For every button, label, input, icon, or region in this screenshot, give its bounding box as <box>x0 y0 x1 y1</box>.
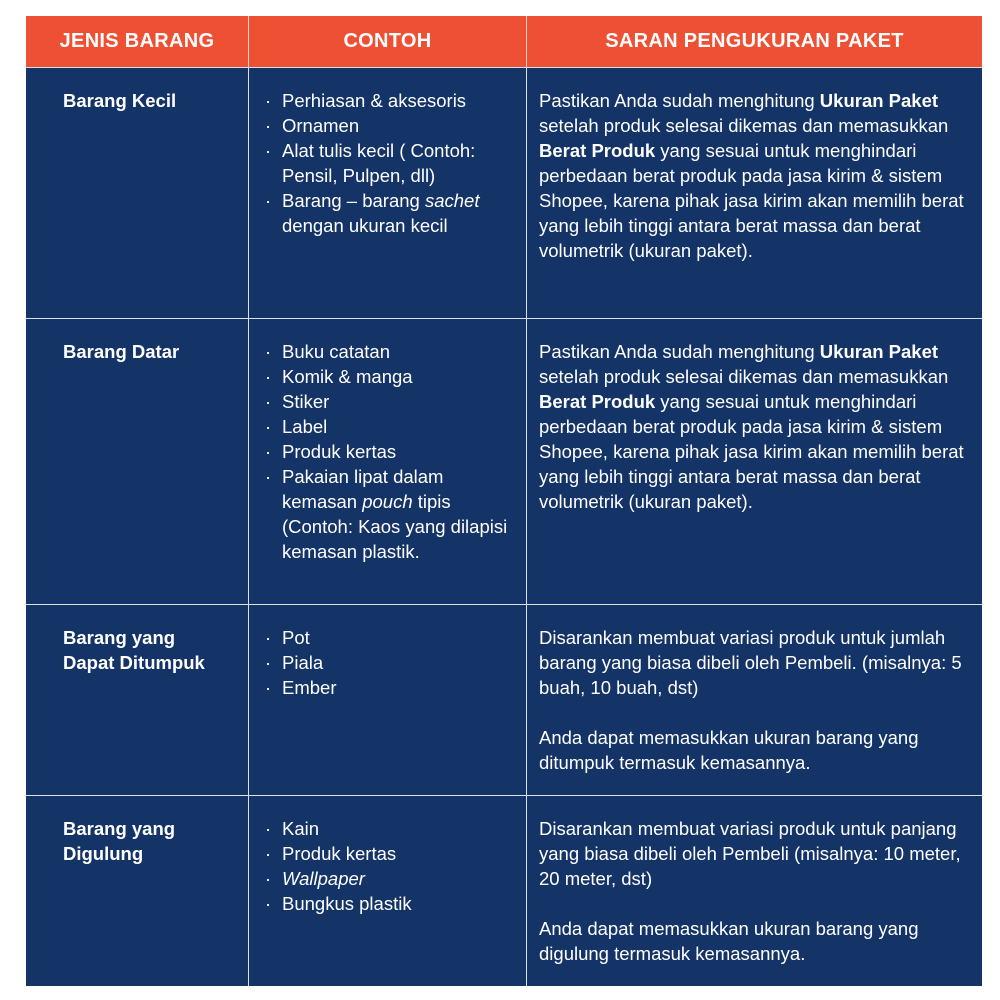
text-run: Pot <box>282 627 310 648</box>
bullet-icon: · <box>265 466 272 487</box>
bullet-icon: · <box>265 868 272 889</box>
text-run: Kain <box>282 818 320 839</box>
text-run: Pastikan Anda sudah menghitung <box>539 341 820 362</box>
advice-paragraph <box>539 816 968 891</box>
list-item <box>265 891 516 916</box>
bullet-icon: · <box>265 190 272 211</box>
category-cell <box>26 318 248 604</box>
advice-paragraph <box>539 339 968 514</box>
example-list <box>265 339 516 564</box>
text-run: Bungkus plastik <box>282 893 412 914</box>
advice-cell <box>526 67 982 318</box>
text-run: Pastikan Anda sudah menghitung <box>539 90 820 111</box>
example-list <box>265 88 516 238</box>
bold-text: Ukuran Paket <box>819 341 939 362</box>
list-item <box>265 364 516 389</box>
text-run: Barang – barang <box>282 190 425 211</box>
advice-paragraph <box>539 916 968 966</box>
category-cell <box>26 67 248 318</box>
examples-cell <box>248 318 526 604</box>
bullet-icon: · <box>265 677 272 698</box>
text-run: Piala <box>282 652 324 673</box>
bullet-icon: · <box>265 627 272 648</box>
bullet-icon: · <box>265 140 272 161</box>
bullet-icon: · <box>265 441 272 462</box>
list-item <box>265 339 516 364</box>
bullet-icon: · <box>265 115 272 136</box>
bold-text: Berat Produk <box>539 391 656 412</box>
list-item <box>265 650 516 675</box>
category-cell <box>26 795 248 986</box>
category-label: Digulung <box>63 843 144 864</box>
text-run: Anda dapat memasukkan ukuran barang yang ditumpuk termasuk kemasannya. <box>539 727 919 773</box>
text-run: Produk kertas <box>282 843 397 864</box>
bullet-icon: · <box>265 366 272 387</box>
text-run: tipis (Contoh: Kaos yang dilapisi kemasan plastik. <box>282 491 508 562</box>
bold-text: Berat Produk <box>539 140 656 161</box>
bold-text: Ukuran Paket <box>819 90 939 111</box>
bullet-icon: · <box>265 893 272 914</box>
bullet-icon: · <box>265 416 272 437</box>
list-item <box>265 138 516 188</box>
list-item <box>265 841 516 866</box>
list-item <box>265 439 516 464</box>
header-contoh: CONTOH <box>248 16 526 67</box>
advice-paragraph <box>539 625 968 700</box>
bullet-icon: · <box>265 90 272 111</box>
header-saran-pengukuran: SARAN PENGUKURAN PAKET <box>526 16 982 67</box>
list-item <box>265 816 516 841</box>
examples-cell <box>248 604 526 795</box>
text-run: Stiker <box>282 391 330 412</box>
list-item <box>265 675 516 700</box>
examples-cell <box>248 795 526 986</box>
list-item <box>265 414 516 439</box>
list-item <box>265 113 516 138</box>
category-label: Barang yang <box>63 818 176 839</box>
list-item <box>265 389 516 414</box>
text-run: Pakaian lipat dalam kemasan <box>282 466 444 512</box>
examples-cell <box>248 67 526 318</box>
text-run: yang sesuai untuk menghindari perbedaan berat produk pada jasa kirim & sistem Shopee, karena pihak jasa kirim akan memilih berat yang lebih tinggi antara berat massa dan berat volumetrik (ukuran paket). <box>539 140 964 261</box>
text-run: dengan ukuran kecil <box>282 215 448 236</box>
header-jenis-barang: JENIS BARANG <box>26 16 248 67</box>
text-run: Anda dapat memasukkan ukuran barang yang digulung termasuk kemasannya. <box>539 918 919 964</box>
category-label: Dapat Ditumpuk <box>63 652 205 673</box>
example-list <box>265 625 516 700</box>
bullet-icon: · <box>265 818 272 839</box>
text-run: Ember <box>282 677 337 698</box>
bullet-icon: · <box>265 341 272 362</box>
list-item <box>265 625 516 650</box>
category-cell <box>26 604 248 795</box>
text-run: Disarankan membuat variasi produk untuk panjang yang biasa dibeli oleh Pembeli (misalnya: 10 meter, 20 meter, dst) <box>539 818 961 889</box>
text-run: Label <box>282 416 328 437</box>
packaging-guide-table <box>26 16 982 986</box>
bullet-icon: · <box>265 652 272 673</box>
list-item <box>265 88 516 113</box>
advice-cell <box>526 795 982 986</box>
advice-paragraph <box>539 88 968 263</box>
list-item <box>265 866 516 891</box>
text-run: setelah produk selesai dikemas dan memasukkan <box>539 366 949 387</box>
italic-text: pouch <box>362 491 413 512</box>
category-label: Barang yang <box>63 627 176 648</box>
bullet-icon: · <box>265 843 272 864</box>
category-label: Barang Kecil <box>63 90 177 111</box>
text-run: setelah produk selesai dikemas dan memasukkan <box>539 115 949 136</box>
list-item <box>265 464 516 564</box>
example-list <box>265 816 516 916</box>
text-run: Buku catatan <box>282 341 390 362</box>
category-label: Barang Datar <box>63 341 180 362</box>
text-run: Alat tulis kecil ( Contoh: Pensil, Pulpen, dll) <box>282 140 476 186</box>
list-item <box>265 188 516 238</box>
bullet-icon: · <box>265 391 272 412</box>
text-run: Komik & manga <box>282 366 413 387</box>
text-run: Perhiasan & aksesoris <box>282 90 467 111</box>
text-run: Disarankan membuat variasi produk untuk jumlah barang yang biasa dibeli oleh Pembeli. (misalnya: 5 buah, 10 buah, dst) <box>539 627 962 698</box>
italic-text: Wallpaper <box>282 868 365 889</box>
text-run: yang sesuai untuk menghindari perbedaan berat produk pada jasa kirim & sistem Shopee, karena pihak jasa kirim akan memilih berat yang lebih tinggi antara berat massa dan berat volumetrik (ukuran paket). <box>539 391 964 512</box>
text-run: Ornamen <box>282 115 360 136</box>
advice-cell <box>526 318 982 604</box>
italic-text: sachet <box>424 190 480 211</box>
advice-paragraph <box>539 725 968 775</box>
advice-cell <box>526 604 982 795</box>
text-run: Produk kertas <box>282 441 397 462</box>
